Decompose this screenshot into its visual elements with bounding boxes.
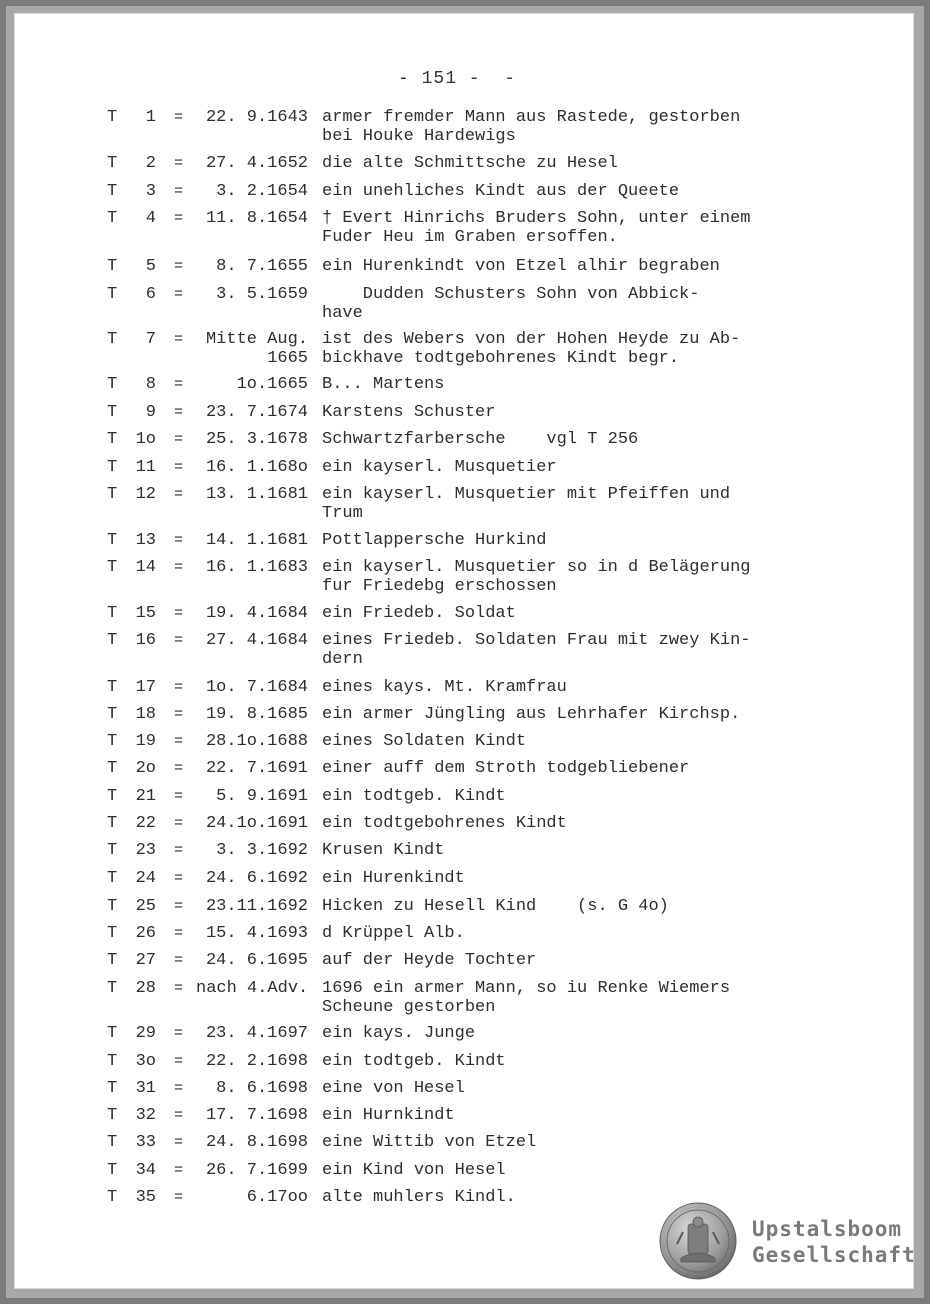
entry-text: Schwartzfarbersche vgl T 256 xyxy=(322,430,639,449)
org-name-line2: Gesellschaft xyxy=(752,1243,916,1267)
entry-register: T xyxy=(107,1052,118,1071)
entry-date: 3. 5.1659 xyxy=(216,285,308,304)
entry-date: 15. 4.1693 xyxy=(205,924,308,943)
entry-number: 2o xyxy=(135,759,156,778)
entry-date: 22. 2.1698 xyxy=(205,1052,308,1071)
entry-date: 16. 1.1683 xyxy=(205,558,308,577)
entry-equals: = xyxy=(174,679,184,696)
entry-text: ein Hurenkindt xyxy=(322,869,465,888)
entry-row xyxy=(0,209,930,249)
entry-date: 6.17oo xyxy=(246,1188,308,1207)
entry-text: ein kayserl. Musquetier mit Pfeiffen und xyxy=(322,485,731,504)
entry-text: Hicken zu Hesell Kind (s. G 4o) xyxy=(322,897,669,916)
entry-number: 3o xyxy=(135,1052,156,1071)
entry-number: 13 xyxy=(135,531,156,550)
entry-text: ein todtgeb. Kindt xyxy=(322,1052,506,1071)
entry-equals: = xyxy=(174,706,184,723)
entry-equals: = xyxy=(174,870,184,887)
entry-date: 23.11.1692 xyxy=(205,897,308,916)
entry-number: 28 xyxy=(135,979,156,998)
entry-equals: = xyxy=(174,980,184,997)
entry-equals: = xyxy=(174,1053,184,1070)
entry-register: T xyxy=(107,430,118,449)
entry-text: ein kayserl. Musquetier xyxy=(322,458,557,477)
entry-date: 11. 8.1654 xyxy=(205,209,308,228)
entry-equals: = xyxy=(174,486,184,503)
entry-text: † Evert Hinrichs Bruders Sohn, unter einem xyxy=(322,209,751,228)
entry-equals: = xyxy=(174,1080,184,1097)
entry-number: 35 xyxy=(135,1188,156,1207)
entry-text: auf der Heyde Tochter xyxy=(322,951,537,970)
entry-number: 2 xyxy=(145,154,156,173)
entry-register: T xyxy=(107,1133,118,1152)
entry-date: 24. 8.1698 xyxy=(205,1133,308,1152)
entry-equals: = xyxy=(174,210,184,227)
entry-number: 25 xyxy=(135,897,156,916)
entry-register: T xyxy=(107,841,118,860)
entry-date: 17. 7.1698 xyxy=(205,1106,308,1125)
entry-date: 26. 7.1699 xyxy=(205,1161,308,1180)
entry-register: T xyxy=(107,979,118,998)
entry-text: ein Kind von Hesel xyxy=(322,1161,506,1180)
entry-date: 16. 1.168o xyxy=(205,458,308,477)
entry-text-line2: fur Friedebg erschossen xyxy=(322,577,557,596)
entry-text: eines Soldaten Kindt xyxy=(322,732,527,751)
entry-number: 22 xyxy=(135,814,156,833)
entry-number: 8 xyxy=(145,375,156,394)
entry-date: 1o. 7.1684 xyxy=(205,678,308,697)
entry-equals: = xyxy=(174,1134,184,1151)
entry-equals: = xyxy=(174,898,184,915)
entry-equals: = xyxy=(174,1162,184,1179)
entry-register: T xyxy=(107,814,118,833)
entry-equals: = xyxy=(174,559,184,576)
entry-register: T xyxy=(107,458,118,477)
entry-register: T xyxy=(107,604,118,623)
entry-register: T xyxy=(107,531,118,550)
entry-number: 19 xyxy=(135,732,156,751)
entry-equals: = xyxy=(174,331,184,348)
entry-date: 28.1o.1688 xyxy=(205,732,308,751)
entry-text: armer fremder Mann aus Rastede, gestorben xyxy=(322,108,741,127)
entry-register: T xyxy=(107,1106,118,1125)
entry-text: eines kays. Mt. Kramfrau xyxy=(322,678,567,697)
entry-text: Krusen Kindt xyxy=(322,841,445,860)
entry-number: 14 xyxy=(135,558,156,577)
entry-register: T xyxy=(107,154,118,173)
entry-register: T xyxy=(107,678,118,697)
entry-number: 26 xyxy=(135,924,156,943)
entry-equals: = xyxy=(174,183,184,200)
entry-text-line2: Fuder Heu im Graben ersoffen. xyxy=(322,228,618,247)
entry-equals: = xyxy=(174,605,184,622)
entry-row xyxy=(0,285,930,325)
entry-text: B... Martens xyxy=(322,375,445,394)
entry-number: 9 xyxy=(145,403,156,422)
entry-register: T xyxy=(107,732,118,751)
entry-row xyxy=(0,485,930,525)
entry-number: 16 xyxy=(135,631,156,650)
page-number: - 151 - - xyxy=(398,69,517,89)
entry-register: T xyxy=(107,375,118,394)
entry-equals: = xyxy=(174,1025,184,1042)
entry-register: T xyxy=(107,951,118,970)
entry-text-line2: bickhave todtgebohrenes Kindt begr. xyxy=(322,349,680,368)
entry-text: ein armer Jüngling aus Lehrhafer Kirchsp. xyxy=(322,705,741,724)
entry-row xyxy=(0,330,930,370)
entry-text: ein Hurenkindt von Etzel alhir begraben xyxy=(322,257,720,276)
entry-number: 29 xyxy=(135,1024,156,1043)
entry-equals: = xyxy=(174,286,184,303)
entry-register: T xyxy=(107,787,118,806)
entry-number: 11 xyxy=(135,458,156,477)
seal-icon xyxy=(659,1202,737,1280)
entry-text: ist des Webers von der Hohen Heyde zu Ab- xyxy=(322,330,741,349)
entry-register: T xyxy=(107,182,118,201)
entry-date: 8. 7.1655 xyxy=(216,257,308,276)
entry-equals: = xyxy=(174,431,184,448)
entry-number: 7 xyxy=(145,330,156,349)
entry-register: T xyxy=(107,759,118,778)
entry-date: 24. 6.1692 xyxy=(205,869,308,888)
entry-register: T xyxy=(107,403,118,422)
entry-text: einer auff dem Stroth todgebliebener xyxy=(322,759,690,778)
entry-register: T xyxy=(107,1188,118,1207)
entry-row xyxy=(0,979,930,1019)
entry-number: 34 xyxy=(135,1161,156,1180)
entry-date: 23. 4.1697 xyxy=(205,1024,308,1043)
entry-equals: = xyxy=(174,925,184,942)
entry-number: 31 xyxy=(135,1079,156,1098)
entry-date: 27. 4.1652 xyxy=(205,154,308,173)
entry-equals: = xyxy=(174,109,184,126)
entry-text: eines Friedeb. Soldaten Frau mit zwey Kin- xyxy=(322,631,751,650)
entry-text: ein todtgebohrenes Kindt xyxy=(322,814,567,833)
entry-number: 18 xyxy=(135,705,156,724)
entry-equals: = xyxy=(174,376,184,393)
entry-register: T xyxy=(107,631,118,650)
entry-text: ein todtgeb. Kindt xyxy=(322,787,506,806)
entry-equals: = xyxy=(174,842,184,859)
entry-text-line2: dern xyxy=(322,650,363,669)
entry-register: T xyxy=(107,257,118,276)
entry-text: Pottlappersche Hurkind xyxy=(322,531,547,550)
entry-date: nach 4.Adv. xyxy=(196,979,309,998)
entry-equals: = xyxy=(174,258,184,275)
entry-register: T xyxy=(107,924,118,943)
entry-number: 4 xyxy=(145,209,156,228)
entry-register: T xyxy=(107,285,118,304)
entry-text: ein kays. Junge xyxy=(322,1024,476,1043)
entry-number: 27 xyxy=(135,951,156,970)
entry-date: 25. 3.1678 xyxy=(205,430,308,449)
entry-register: T xyxy=(107,108,118,127)
entry-text: d Krüppel Alb. xyxy=(322,924,465,943)
entry-text: die alte Schmittsche zu Hesel xyxy=(322,154,618,173)
entry-equals: = xyxy=(174,815,184,832)
entry-date: 24. 6.1695 xyxy=(205,951,308,970)
entry-number: 1 xyxy=(145,108,156,127)
entry-equals: = xyxy=(174,1189,184,1206)
entry-text: ein Hurnkindt xyxy=(322,1106,455,1125)
entry-text-line2: Scheune gestorben xyxy=(322,998,496,1017)
entry-register: T xyxy=(107,330,118,349)
entry-text: ein Friedeb. Soldat xyxy=(322,604,516,623)
entry-register: T xyxy=(107,1079,118,1098)
entry-register: T xyxy=(107,558,118,577)
entry-number: 3 xyxy=(145,182,156,201)
entry-date: 19. 4.1684 xyxy=(205,604,308,623)
entry-text: eine von Hesel xyxy=(322,1079,465,1098)
entry-number: 17 xyxy=(135,678,156,697)
entry-equals: = xyxy=(174,733,184,750)
entry-text: eine Wittib von Etzel xyxy=(322,1133,537,1152)
entry-number: 12 xyxy=(135,485,156,504)
entry-number: 21 xyxy=(135,787,156,806)
entry-text-line2: Trum xyxy=(322,504,363,523)
entry-date: 8. 6.1698 xyxy=(216,1079,308,1098)
entry-date: 23. 7.1674 xyxy=(205,403,308,422)
entry-date: Mitte Aug. xyxy=(205,330,308,349)
entry-equals: = xyxy=(174,760,184,777)
entry-date-line2: 1665 xyxy=(267,349,308,368)
entry-text: ein kayserl. Musquetier so in d Belägerung xyxy=(322,558,751,577)
entry-row xyxy=(0,631,930,671)
entry-date: 3. 3.1692 xyxy=(216,841,308,860)
entry-date: 5. 9.1691 xyxy=(216,787,308,806)
entry-date: 14. 1.1681 xyxy=(205,531,308,550)
entry-equals: = xyxy=(174,532,184,549)
entry-text: Dudden Schusters Sohn von Abbick- xyxy=(322,285,700,304)
entry-text: 1696 ein armer Mann, so iu Renke Wiemers xyxy=(322,979,731,998)
entry-date: 19. 8.1685 xyxy=(205,705,308,724)
entry-text: ein unehliches Kindt aus der Queete xyxy=(322,182,680,201)
entry-date: 1o.1665 xyxy=(236,375,308,394)
entry-equals: = xyxy=(174,155,184,172)
entry-date: 24.1o.1691 xyxy=(205,814,308,833)
entry-equals: = xyxy=(174,1107,184,1124)
entry-equals: = xyxy=(174,459,184,476)
entry-number: 1o xyxy=(135,430,156,449)
entry-number: 15 xyxy=(135,604,156,623)
entry-equals: = xyxy=(174,952,184,969)
entry-register: T xyxy=(107,869,118,888)
entry-number: 23 xyxy=(135,841,156,860)
entry-equals: = xyxy=(174,632,184,649)
entry-equals: = xyxy=(174,788,184,805)
entry-date: 27. 4.1684 xyxy=(205,631,308,650)
entry-register: T xyxy=(107,705,118,724)
entry-date: 3. 2.1654 xyxy=(216,182,308,201)
entry-text-line2: bei Houke Hardewigs xyxy=(322,127,516,146)
entry-date: 22. 9.1643 xyxy=(205,108,308,127)
entry-register: T xyxy=(107,209,118,228)
entry-register: T xyxy=(107,1024,118,1043)
entry-register: T xyxy=(107,1161,118,1180)
entry-number: 24 xyxy=(135,869,156,888)
entry-number: 33 xyxy=(135,1133,156,1152)
entry-date: 13. 1.1681 xyxy=(205,485,308,504)
entry-register: T xyxy=(107,485,118,504)
entry-text: Karstens Schuster xyxy=(322,403,496,422)
org-name-line1: Upstalsboom xyxy=(752,1217,903,1241)
entry-date: 22. 7.1691 xyxy=(205,759,308,778)
entry-row xyxy=(0,108,930,148)
entry-register: T xyxy=(107,897,118,916)
entry-text-line2: have xyxy=(322,304,363,323)
entry-number: 32 xyxy=(135,1106,156,1125)
entry-number: 5 xyxy=(145,257,156,276)
entry-equals: = xyxy=(174,404,184,421)
entry-text: alte muhlers Kindl. xyxy=(322,1188,516,1207)
entry-row xyxy=(0,558,930,598)
entry-number: 6 xyxy=(145,285,156,304)
